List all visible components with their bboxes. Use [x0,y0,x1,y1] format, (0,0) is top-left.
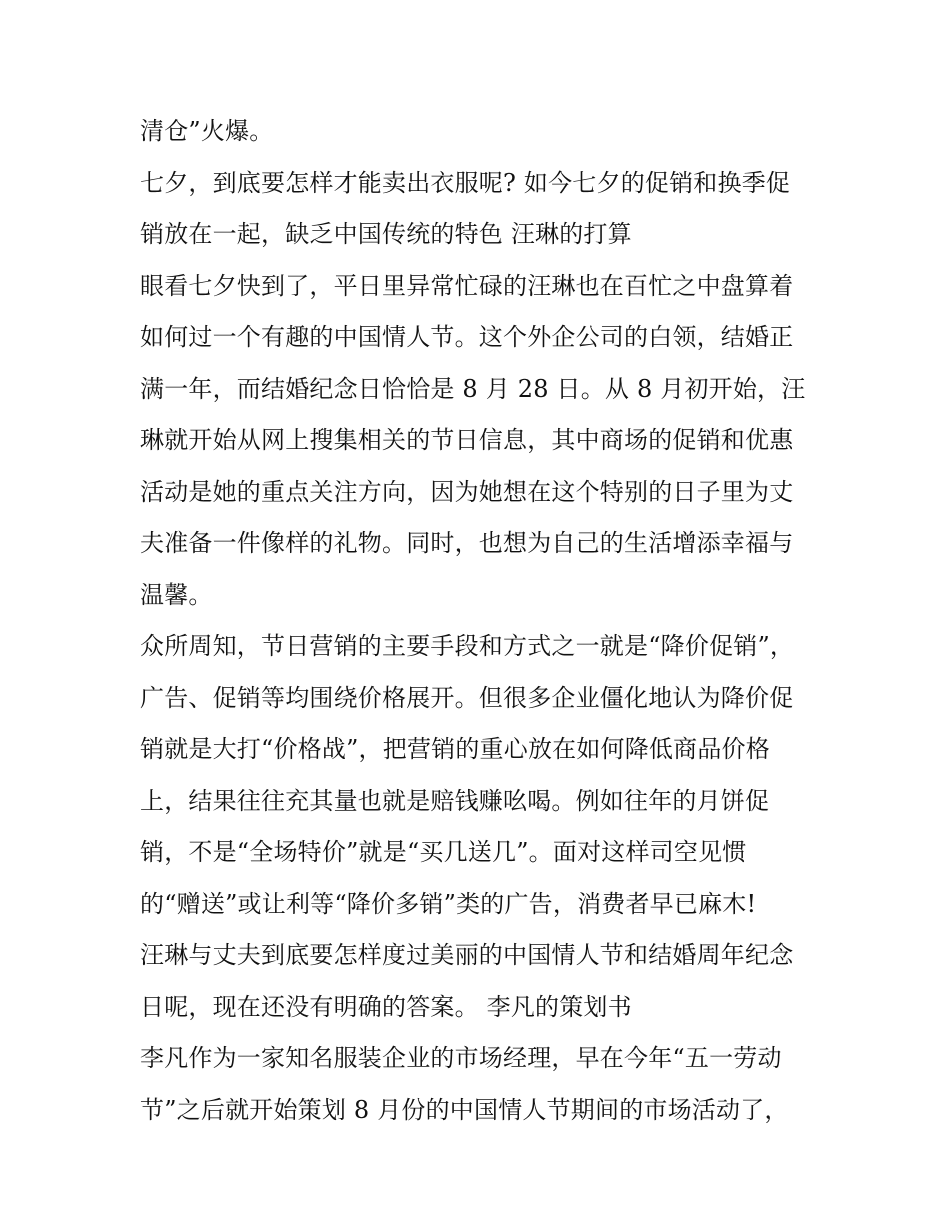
text-line: 上，结果往往充其量也就是赔钱赚吆喝。例如往年的月饼促 [140,786,770,815]
text-line: 节”之后就开始策划 8 月份的中国情人节期间的市场活动了， [140,1095,789,1124]
text-line: 活动是她的重点关注方向，因为她想在这个特别的日子里为丈 [140,477,794,506]
text-line: 广告、促销等均围绕价格展开。但很多企业僵化地认为降价促 [140,683,794,712]
text-line: 七夕，到底要怎样才能卖出衣服呢? 如今七夕的促销和换季促 [140,168,791,197]
text-line: 的“赠送”或让利等“降价多销”类的广告，消费者早已麻木! [140,889,757,918]
body-text [140,106,830,1136]
text-line: 满一年，而结婚纪念日恰恰是 8 月 28 日。从 8 月初开始，汪 [140,374,806,403]
text-line: 琳就开始从网上搜集相关的节日信息，其中商场的促销和优惠 [140,426,794,454]
text-line: 温馨。 [140,580,213,609]
text-line: 众所周知，节日营销的主要手段和方式之一就是“降价促销”， [140,632,795,660]
text-line: 李凡作为一家知名服装企业的市场经理，早在今年“五一劳动 [140,1044,782,1072]
text-line: 销，不是“全场特价”就是“买几送几”。面对这样司空见惯 [140,838,747,866]
text-line: 销就是大打“价格战”，把营销的重心放在如何降低商品价格 [140,735,770,763]
text-line: 眼看七夕快到了，平日里异常忙碌的汪琳也在百忙之中盘算着 [140,271,794,300]
text-line: 清仓”火爆。 [140,117,274,145]
text-line: 销放在一起，缺乏中国传统的特色 汪琳的打算 [140,220,632,248]
text-line: 汪琳与丈夫到底要怎样度过美丽的中国情人节和结婚周年纪念 [140,941,794,969]
text-line: 日呢，现在还没有明确的答案。 李凡的策划书 [140,992,632,1021]
text-line: 如何过一个有趣的中国情人节。这个外企公司的白领，结婚正 [140,323,794,351]
text-line: 夫准备一件像样的礼物。同时，也想为自己的生活增添幸福与 [140,529,794,557]
